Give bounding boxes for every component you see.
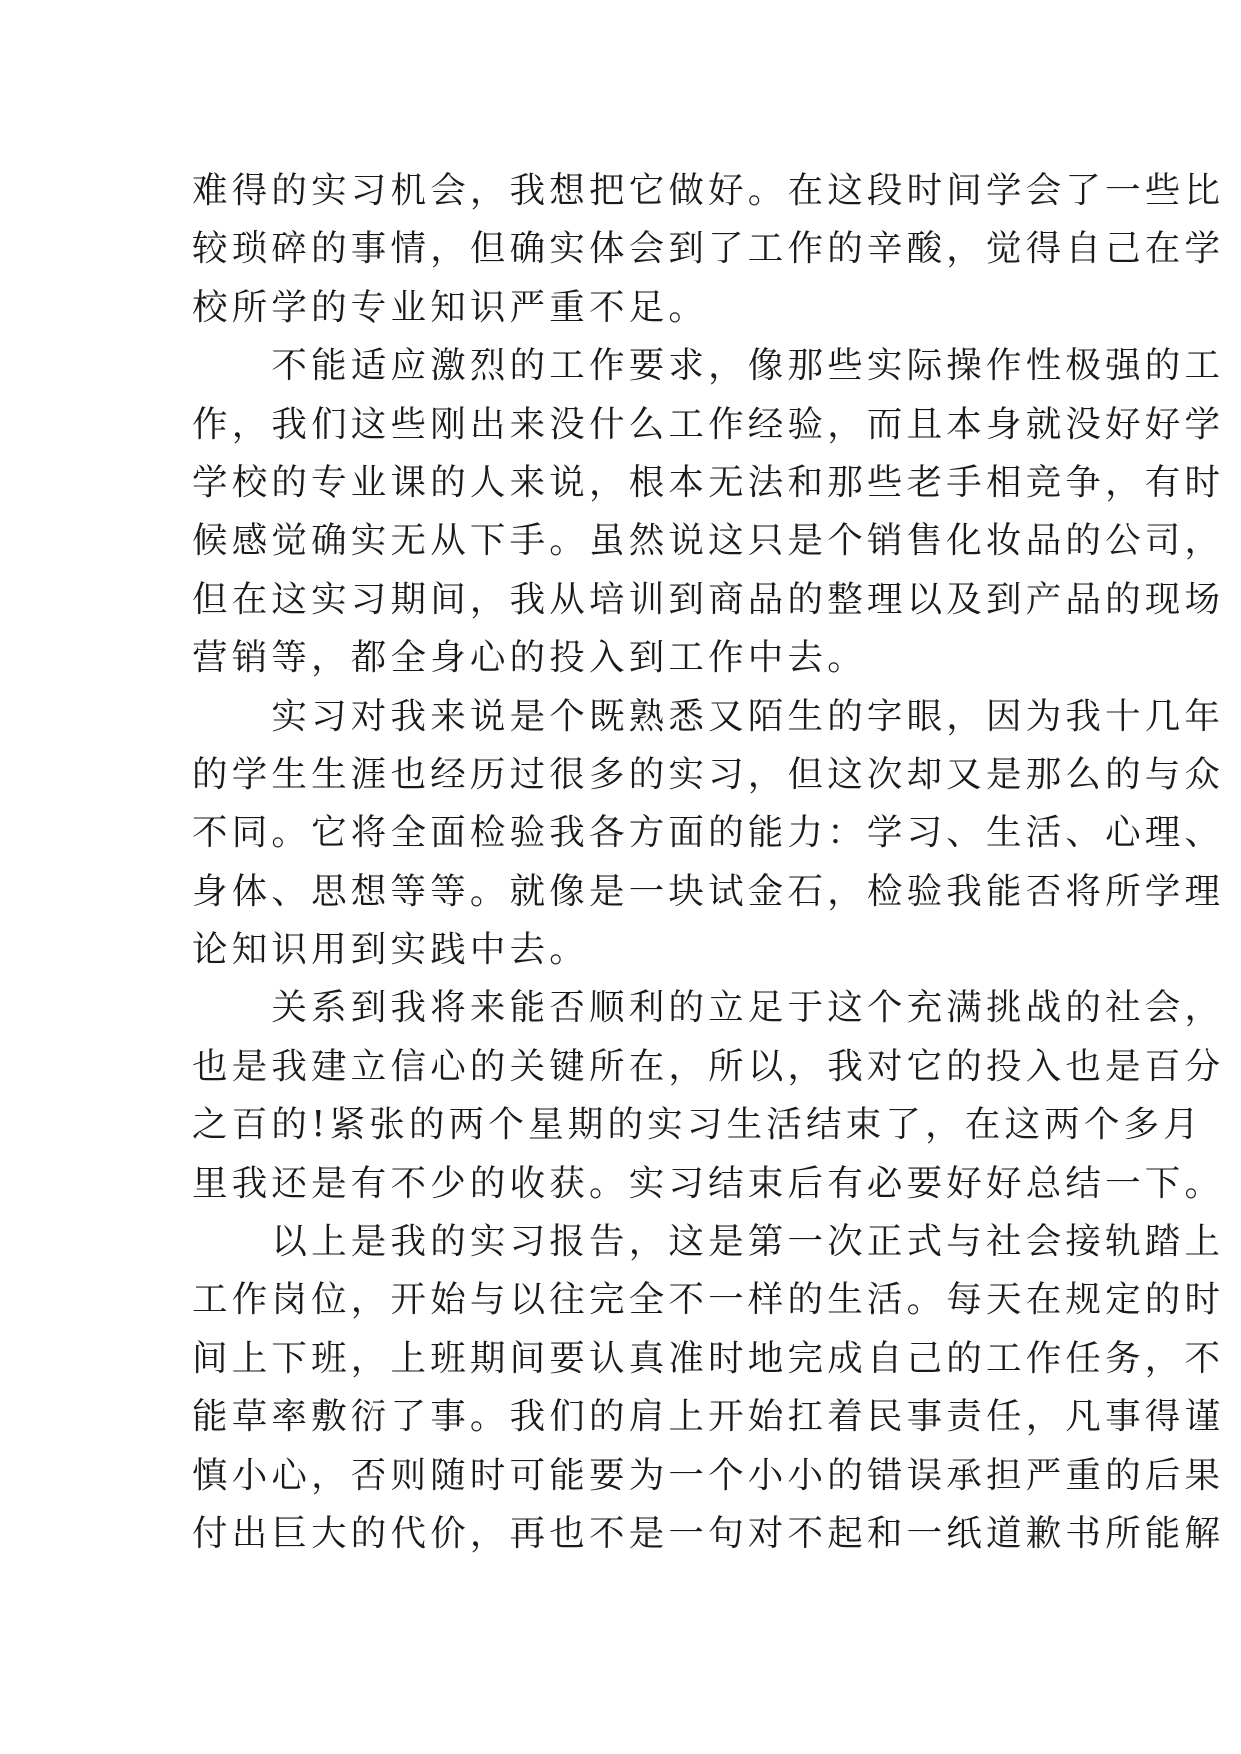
text-line: 的学生生涯也经历过很多的实习，但这次却又是那么的与众 — [192, 753, 1225, 795]
text-line: 关系到我将来能否顺利的立足于这个充满挑战的社会， — [192, 987, 1225, 1029]
body-text — [192, 162, 1225, 1563]
text-line: 论知识用到实践中去。 — [192, 929, 590, 971]
text-line: 较琐碎的事情，但确实体会到了工作的辛酸，觉得自己在学 — [192, 228, 1225, 270]
text-line: 难得的实习机会，我想把它做好。在这段时间学会了一些比 — [192, 170, 1225, 211]
text-line: 付出巨大的代价，再也不是一句对不起和一纸道歉书所能解 — [192, 1512, 1225, 1554]
paragraph-5 — [192, 1213, 1225, 1563]
text-line: 工作岗位，开始与以往完全不一样的生活。每天在规定的时 — [192, 1279, 1225, 1321]
text-line: 以上是我的实习报告，这是第一次正式与社会接轨踏上 — [192, 1221, 1225, 1263]
text-line: 实习对我来说是个既熟悉又陌生的字眼，因为我十几年 — [192, 695, 1225, 737]
paragraph-1 — [192, 162, 1225, 337]
text-line: 但在这实习期间，我从培训到商品的整理以及到产品的现场 — [192, 578, 1225, 620]
text-line: 能草率敷衍了事。我们的肩上开始扛着民事责任，凡事得谨 — [192, 1396, 1225, 1438]
text-line: 不同。它将全面检验我各方面的能力：学习、生活、心理、 — [192, 812, 1225, 854]
text-line: 间上下班，上班期间要认真准时地完成自己的工作任务，不 — [192, 1337, 1225, 1379]
text-line: 不能适应激烈的工作要求，像那些实际操作性极强的工 — [192, 345, 1225, 387]
text-line: 作，我们这些刚出来没什么工作经验，而且本身就没好好学 — [192, 403, 1225, 445]
text-line: 校所学的专业知识严重不足。 — [192, 286, 709, 328]
text-line: 营销等，都全身心的投入到工作中去。 — [192, 637, 867, 679]
paragraph-3 — [192, 688, 1225, 980]
paragraph-2 — [192, 337, 1225, 687]
text-line: 身体、思想等等。就像是一块试金石，检验我能否将所学理 — [192, 870, 1225, 912]
text-line: 之百的!紧张的两个星期的实习生活结束了，在这两个多月 — [192, 1104, 1203, 1146]
text-line: 候感觉确实无从下手。虽然说这只是个销售化妆品的公司， — [192, 520, 1225, 562]
text-line: 慎小心，否则随时可能要为一个小小的错误承担严重的后果 — [192, 1454, 1225, 1496]
paragraph-4 — [192, 979, 1225, 1213]
text-line: 也是我建立信心的关键所在，所以，我对它的投入也是百分 — [192, 1045, 1225, 1087]
text-line: 学校的专业课的人来说，根本无法和那些老手相竞争，有时 — [192, 461, 1225, 503]
text-line: 里我还是有不少的收获。实习结束后有必要好好总结一下。 — [192, 1162, 1225, 1204]
